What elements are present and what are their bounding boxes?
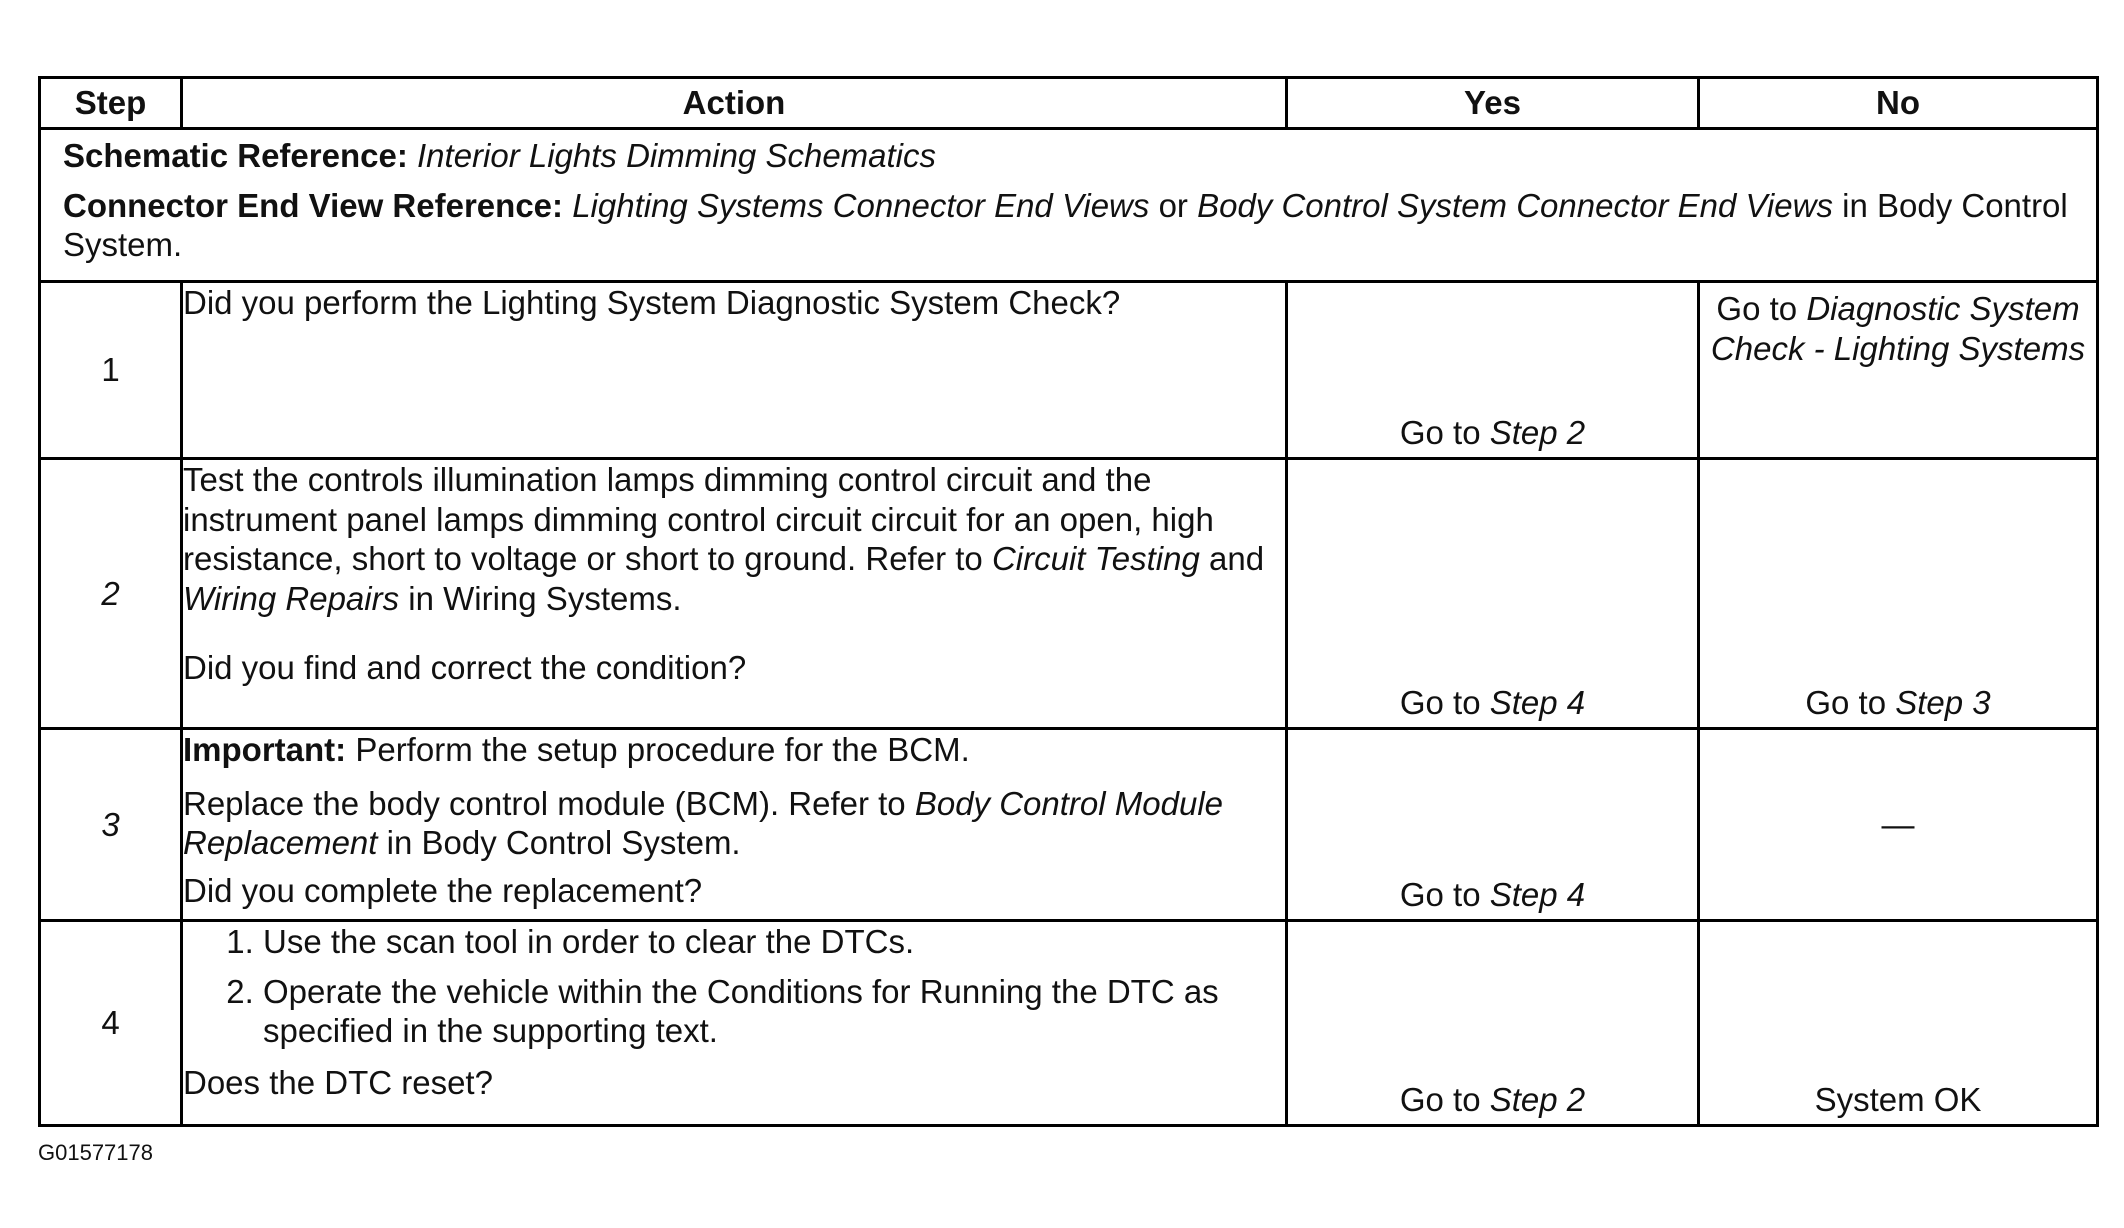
connector-reference-or: or: [1158, 186, 1188, 224]
action-suffix: in Wiring Systems.: [408, 579, 682, 617]
connector-reference-link-2[interactable]: Body Control System Connector End Views: [1197, 186, 1833, 224]
yes-prefix: Go to: [1399, 414, 1481, 452]
connector-reference-label: Connector End View Reference:: [63, 186, 564, 224]
diagnostic-table: [38, 76, 2099, 1127]
yes-step-link[interactable]: Step 4: [1489, 876, 1586, 914]
important-label: Important:: [183, 731, 347, 768]
procedure-list: [183, 922, 1285, 1051]
yes-result: [1288, 413, 1697, 453]
table-row: [40, 282, 2098, 459]
action-cell: [182, 729, 1287, 921]
step-number: [40, 459, 182, 729]
header-yes: Yes: [1287, 78, 1699, 129]
reference-cell: [40, 129, 2098, 282]
figure-id: G01577178: [38, 1140, 153, 1165]
circuit-testing-link[interactable]: Circuit Testing: [991, 540, 1200, 578]
yes-cell: [1287, 729, 1699, 921]
important-note: [183, 730, 1285, 770]
wiring-repairs-link[interactable]: Wiring Repairs: [183, 579, 400, 617]
action-instruction: [183, 784, 1285, 863]
yes-cell: [1287, 282, 1699, 459]
action-cell: [182, 921, 1287, 1126]
step-number: 1: [40, 282, 182, 459]
header-action: Action: [182, 78, 1287, 129]
step-number-text: 2: [101, 574, 120, 612]
action-cell: [182, 459, 1287, 729]
yes-prefix: Go to: [1399, 876, 1481, 914]
schematic-reference-link[interactable]: Interior Lights Dimming Schematics: [417, 137, 937, 174]
list-item: 2. Operate the vehicle within the Conditions for Running the DTC as specified in the supporting text.: [263, 972, 1285, 1051]
connector-reference-suffix: in Body Control System.: [63, 186, 2068, 264]
yes-cell: [1287, 921, 1699, 1126]
schematic-reference-label: Schematic Reference:: [63, 137, 408, 174]
important-text: Perform the setup procedure for the BCM.: [355, 731, 970, 768]
yes-result: [1288, 683, 1697, 723]
action-question: Did you perform the Lighting System Diagnostic System Check?: [183, 284, 1121, 321]
header-step: Step: [40, 78, 182, 129]
step-number: [40, 729, 182, 921]
yes-step-link[interactable]: Step 2: [1489, 1081, 1586, 1119]
action-question: Did you find and correct the condition?: [183, 649, 747, 687]
no-result: —: [1881, 805, 1915, 843]
yes-prefix: Go to: [1399, 1081, 1481, 1119]
no-cell: [1699, 282, 2098, 459]
no-result: System OK: [1814, 1081, 1982, 1119]
bcm-replacement-link[interactable]: Body Control Module Replacement: [183, 784, 1224, 862]
step-number-text: 3: [101, 805, 120, 843]
no-cell: [1699, 921, 2098, 1126]
reference-row: [40, 129, 2098, 282]
no-result: [1700, 683, 2096, 723]
yes-step-link[interactable]: Step 2: [1489, 414, 1586, 452]
no-cell: [1699, 459, 2098, 729]
yes-result: [1288, 875, 1697, 915]
table-row: [40, 921, 2098, 1126]
yes-step-link[interactable]: Step 4: [1489, 684, 1586, 722]
list-item: 1. Use the scan tool in order to clear the DTCs.: [263, 922, 1285, 962]
action-and: and: [1208, 540, 1265, 578]
action-question: Did you complete the replacement?: [183, 871, 703, 909]
yes-cell: [1287, 459, 1699, 729]
connector-reference: [63, 186, 2078, 265]
no-target-link[interactable]: Diagnostic System Check - Lighting Systems: [1710, 290, 2086, 367]
no-cell: [1699, 729, 2098, 921]
table-row: [40, 459, 2098, 729]
no-prefix: Go to: [1716, 290, 1798, 327]
no-result: [1700, 283, 2096, 368]
table-row: [40, 729, 2098, 921]
action-suffix: in Body Control System.: [386, 824, 741, 862]
no-prefix: Go to: [1805, 684, 1887, 722]
header-no: No: [1699, 78, 2098, 129]
action-text: Replace the body control module (BCM). Refer to: [183, 784, 906, 822]
yes-result: [1288, 1080, 1697, 1120]
step-number: 4: [40, 921, 182, 1126]
action-instruction: [183, 460, 1285, 618]
action-cell: [182, 282, 1287, 459]
table-header-row: [40, 78, 2098, 129]
action-text: Test the controls illumination lamps dimming control circuit and the instrument panel lamps dimming control circuit circuit for an open, high resistance, short to voltage or short to ground. Refer to: [183, 461, 1214, 578]
no-step-link[interactable]: Step 3: [1895, 684, 1991, 722]
connector-reference-link-1[interactable]: Lighting Systems Connector End Views: [572, 186, 1150, 224]
action-question: Does the DTC reset?: [183, 1063, 493, 1101]
schematic-reference: [63, 136, 2078, 176]
yes-prefix: Go to: [1399, 684, 1481, 722]
